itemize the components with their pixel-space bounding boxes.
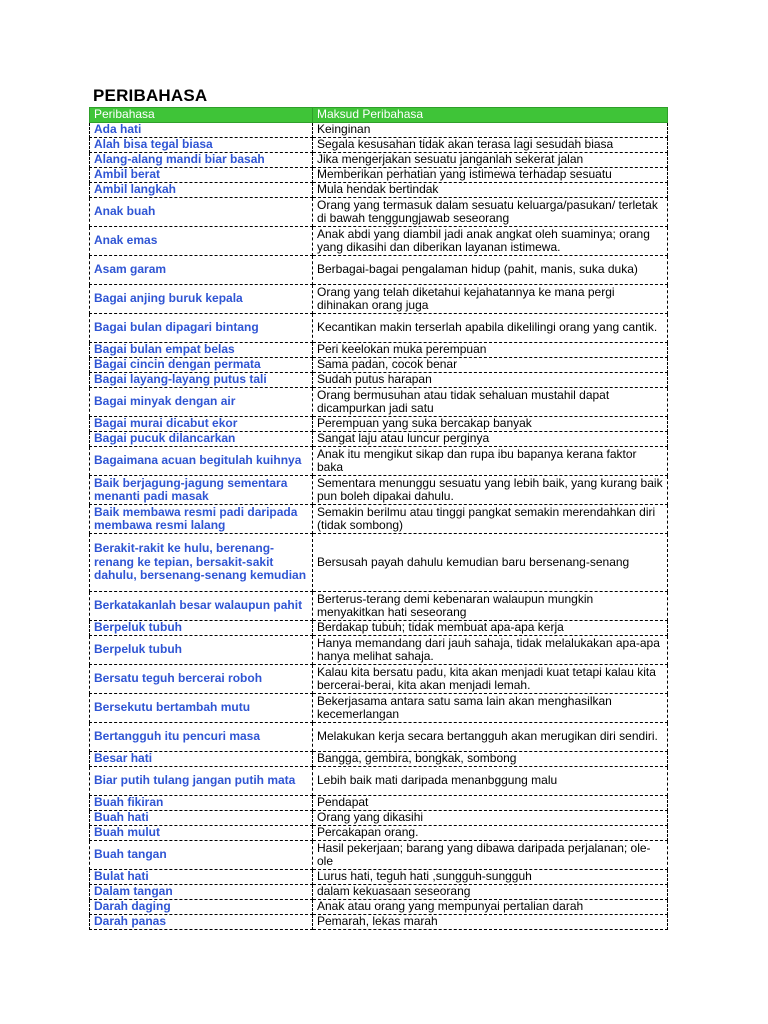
table-row (90, 636, 668, 665)
peribahasa-cell: Buah tangan (90, 841, 313, 870)
maksud-cell: Orang bermusuhan atau tidak sehaluan mustahil dapat dicampurkan jadi satu (313, 388, 668, 417)
maksud-cell: Bekerjasama antara satu sama lain akan menghasilkan kecemerlangan (313, 694, 668, 723)
maksud-cell: Orang yang termasuk dalam sesuatu keluarga/pasukan/ terletak di bawah tenggungjawab seseorang (313, 198, 668, 227)
table-row (90, 885, 668, 900)
peribahasa-cell: Bersekutu bertambah mutu (90, 694, 313, 723)
peribahasa-cell: Baik membawa resmi padi daripada membawa resmi lalang (90, 505, 313, 534)
maksud-cell: Orang yang telah diketahui kejahatannya ke mana pergi dihinakan orang juga (313, 285, 668, 314)
maksud-cell: Kecantikan makin terserlah apabila dikelilingi orang yang cantik. (313, 314, 668, 343)
maksud-cell: Pendapat (313, 796, 668, 811)
table-row (90, 373, 668, 388)
maksud-cell: Lebih baik mati daripada menanbggung malu (313, 767, 668, 796)
peribahasa-cell: Baik berjagung-jagung sementara menanti padi masak (90, 476, 313, 505)
header-peribahasa: Peribahasa (90, 108, 313, 123)
maksud-cell: Orang yang dikasihi (313, 811, 668, 826)
table-row (90, 665, 668, 694)
peribahasa-cell: Buah fikiran (90, 796, 313, 811)
maksud-cell: Berbagai-bagai pengalaman hidup (pahit, manis, suka duka) (313, 256, 668, 285)
peribahasa-cell: Darah panas (90, 915, 313, 930)
peribahasa-cell: Darah daging (90, 900, 313, 915)
peribahasa-cell: Bulat hati (90, 870, 313, 885)
peribahasa-cell: Biar putih tulang jangan putih mata (90, 767, 313, 796)
table-row (90, 900, 668, 915)
maksud-cell: Berdakap tubuh; tidak membuat apa-apa kerja (313, 621, 668, 636)
maksud-cell: Lurus hati, teguh hati ,sungguh-sungguh (313, 870, 668, 885)
table-row (90, 138, 668, 153)
maksud-cell: Peri keelokan muka perempuan (313, 343, 668, 358)
maksud-cell: Kalau kita bersatu padu, kita akan menjadi kuat tetapi kalau kita bercerai-berai, kita akan menjadi lemah. (313, 665, 668, 694)
table-row (90, 432, 668, 447)
maksud-cell: Hasil pekerjaan; barang yang dibawa daripada perjalanan; ole-ole (313, 841, 668, 870)
table-row (90, 285, 668, 314)
table-header-row (90, 108, 668, 123)
maksud-cell: Sama padan, cocok benar (313, 358, 668, 373)
maksud-cell: Sementara menunggu sesuatu yang lebih baik, yang kurang baik pun boleh dipakai dahulu. (313, 476, 668, 505)
peribahasa-cell: Ambil langkah (90, 183, 313, 198)
peribahasa-cell: Bagai minyak dengan air (90, 388, 313, 417)
maksud-cell: dalam kekuasaan seseorang (313, 885, 668, 900)
maksud-cell: Segala kesusahan tidak akan terasa lagi sesudah biasa (313, 138, 668, 153)
peribahasa-cell: Bagai bulan dipagari bintang (90, 314, 313, 343)
maksud-cell: Melakukan kerja secara bertangguh akan merugikan diri sendiri. (313, 723, 668, 752)
table-row (90, 534, 668, 592)
table-row (90, 505, 668, 534)
peribahasa-cell: Buah hati (90, 811, 313, 826)
peribahasa-cell: Asam garam (90, 256, 313, 285)
table-row (90, 811, 668, 826)
table-row (90, 168, 668, 183)
maksud-cell: Bersusah payah dahulu kemudian baru bersenang-senang (313, 534, 668, 592)
table-row (90, 826, 668, 841)
peribahasa-cell: Berpeluk tubuh (90, 621, 313, 636)
peribahasa-cell: Alah bisa tegal biasa (90, 138, 313, 153)
table-row (90, 592, 668, 621)
peribahasa-cell: Bagai cincin dengan permata (90, 358, 313, 373)
peribahasa-cell: Ada hati (90, 123, 313, 138)
table-row (90, 796, 668, 811)
maksud-cell: Semakin berilmu atau tinggi pangkat semakin merendahkan diri (tidak sombong) (313, 505, 668, 534)
page-title: PERIBAHASA (93, 86, 208, 105)
peribahasa-cell: Bagai pucuk dilancarkan (90, 432, 313, 447)
table-row (90, 752, 668, 767)
maksud-cell: Anak abdi yang diambil jadi anak angkat oleh suaminya; orang yang dikasihi dan diberikan layanan istimewa. (313, 227, 668, 256)
maksud-cell: Sudah putus harapan (313, 373, 668, 388)
peribahasa-cell: Bersatu teguh bercerai roboh (90, 665, 313, 694)
table-row (90, 123, 668, 138)
peribahasa-cell: Anak buah (90, 198, 313, 227)
maksud-cell: Anak itu mengikut sikap dan rupa ibu bapanya kerana faktor baka (313, 447, 668, 476)
maksud-cell: Anak atau orang yang mempunyai pertalian darah (313, 900, 668, 915)
maksud-cell: Pemarah, lekas marah (313, 915, 668, 930)
maksud-cell: Berterus-terang demi kebenaran walaupun mungkin menyakitkan hati seseorang (313, 592, 668, 621)
peribahasa-cell: Bagai murai dicabut ekor (90, 417, 313, 432)
table-row (90, 183, 668, 198)
table-row (90, 694, 668, 723)
table-row (90, 388, 668, 417)
maksud-cell: Percakapan orang. (313, 826, 668, 841)
maksud-cell: Keinginan (313, 123, 668, 138)
maksud-cell: Sangat laju atau luncur perginya (313, 432, 668, 447)
peribahasa-cell: Berakit-rakit ke hulu, berenang-renang ke tepian, bersakit-sakit dahulu, bersenang-senang kemudian (90, 534, 313, 592)
peribahasa-cell: Berkatakanlah besar walaupun pahit (90, 592, 313, 621)
peribahasa-cell: Berpeluk tubuh (90, 636, 313, 665)
table-row (90, 767, 668, 796)
table-row (90, 343, 668, 358)
header-maksud: Maksud Peribahasa (313, 108, 668, 123)
table-row (90, 621, 668, 636)
peribahasa-cell: Ambil berat (90, 168, 313, 183)
table-row (90, 476, 668, 505)
table-row (90, 314, 668, 343)
peribahasa-cell: Bagaimana acuan begitulah kuihnya (90, 447, 313, 476)
table-row (90, 447, 668, 476)
table-row (90, 841, 668, 870)
peribahasa-cell: Bertangguh itu pencuri masa (90, 723, 313, 752)
maksud-cell: Bangga, gembira, bongkak, sombong (313, 752, 668, 767)
maksud-cell: Jika mengerjakan sesuatu janganlah sekerat jalan (313, 153, 668, 168)
peribahasa-cell: Besar hati (90, 752, 313, 767)
table-row (90, 227, 668, 256)
table-row (90, 915, 668, 930)
table-row (90, 417, 668, 432)
table-row (90, 723, 668, 752)
maksud-cell: Hanya memandang dari jauh sahaja, tidak melalukakan apa-apa hanya melihat sahaja. (313, 636, 668, 665)
table-row (90, 358, 668, 373)
peribahasa-cell: Bagai bulan empat belas (90, 343, 313, 358)
peribahasa-cell: Bagai anjing buruk kepala (90, 285, 313, 314)
peribahasa-cell: Anak emas (90, 227, 313, 256)
peribahasa-cell: Alang-alang mandi biar basah (90, 153, 313, 168)
maksud-cell: Perempuan yang suka bercakap banyak (313, 417, 668, 432)
peribahasa-cell: Bagai layang-layang putus tali (90, 373, 313, 388)
peribahasa-cell: Buah mulut (90, 826, 313, 841)
table-row (90, 153, 668, 168)
peribahasa-cell: Dalam tangan (90, 885, 313, 900)
maksud-cell: Mula hendak bertindak (313, 183, 668, 198)
table-row (90, 256, 668, 285)
table-row (90, 870, 668, 885)
peribahasa-table (89, 107, 668, 930)
table-row (90, 198, 668, 227)
maksud-cell: Memberikan perhatian yang istimewa terhadap sesuatu (313, 168, 668, 183)
